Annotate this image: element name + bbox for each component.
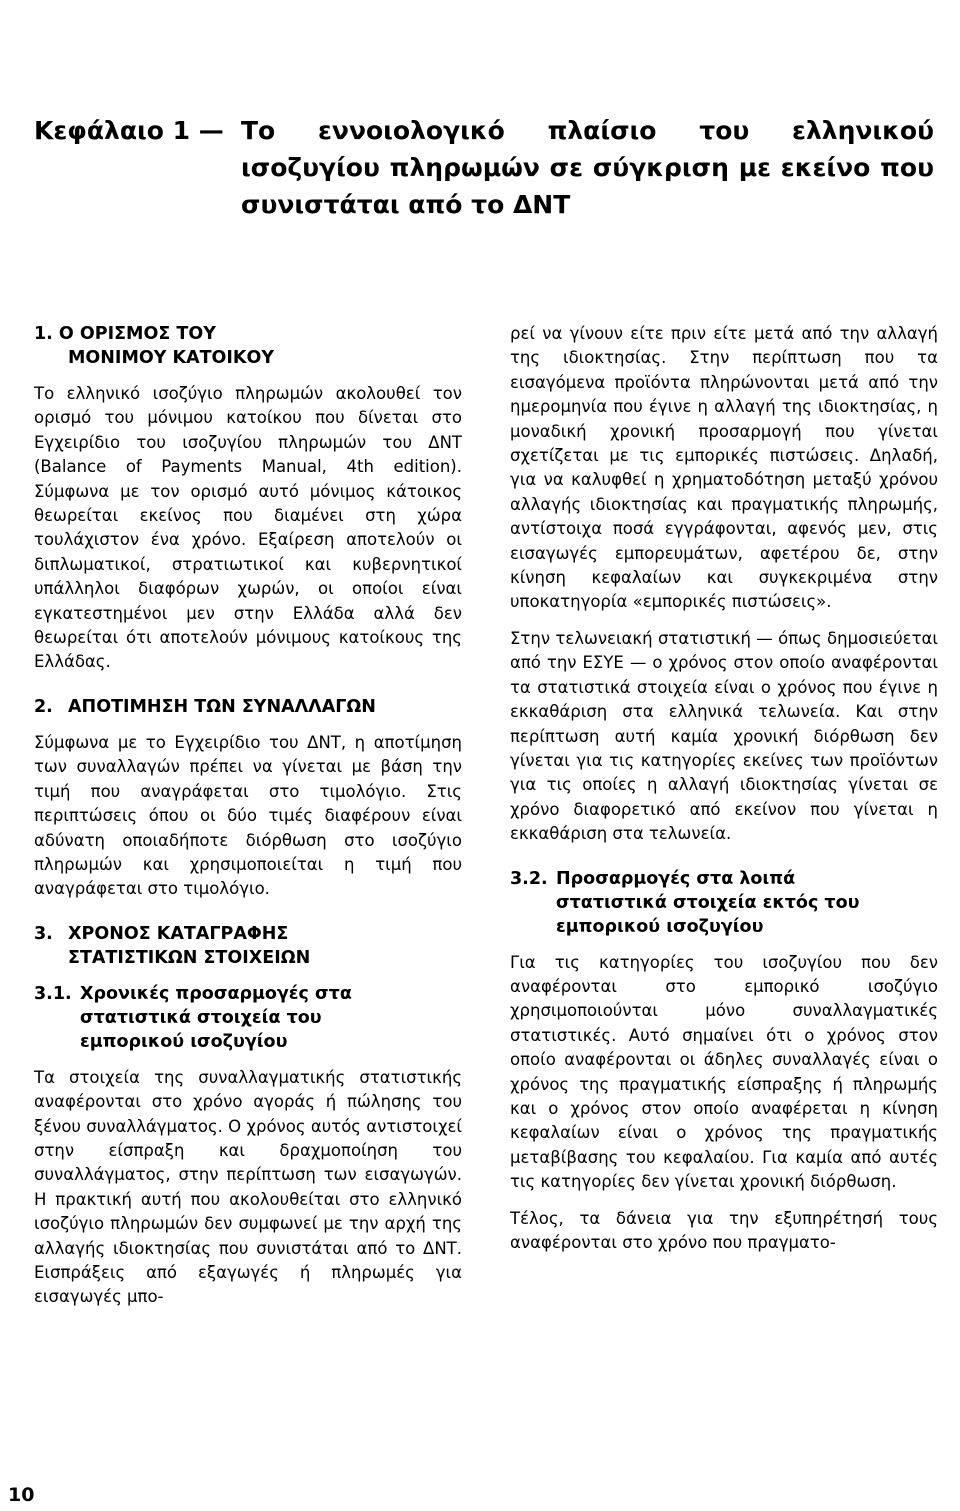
section-3-1-body: Τα στοιχεία της συναλλαγματικής στατιστικής αναφέρονται στο χρόνο αγοράς ή πώλησης του ξένου συναλλάγματος. Ο χρόνος αυτός αντιστοιχεί στην είσπραξη και δραχμοποίηση του συναλλάγματος, στην περίπτωση των εισαγωγών. Η πρακτική αυτή που ακολουθείται στο ελληνικό ισοζύγιο πληρωμών δεν συμφωνεί με την αρχή της αλλαγής ιδιοκτησίας που συνιστάται από το ΔΝΤ. Εισπράξεις από εξαγωγές ή πληρωμές για εισαγωγές μπο- bbox=[34, 1067, 462, 1307]
right-paragraph-2: Στην τελωνειακή στατιστική — όπως δημοσιεύεται από την ΕΣΥΕ — ο χρόνος στον οποίο αναφέρονται τα στατιστικά στοιχεία είναι ο χρόνος που έγινε η εκκαθάριση στα ελληνικά τελωνεία. Και στην περίπτωση αυτή καμία χρονική διόρθωση δεν γίνεται για τις κατηγορίες εκείνες των προϊόντων για τις οποίες η αλλαγή ιδιοκτησίας γίνεται σε χρόνο διαφορετικό από εκείνον που γίνεται η εκκαθάριση στα τελωνεία. bbox=[510, 628, 938, 844]
section-3-2-number: 3.2. bbox=[510, 868, 548, 889]
section-3-2-heading bbox=[510, 867, 938, 939]
section-2-title: ΑΠΟΤΙΜΗΣΗ ΤΩΝ ΣΥΝΑΛΛΑΓΩΝ bbox=[68, 696, 376, 717]
chapter-label: Κεφάλαιο 1 — bbox=[34, 116, 224, 145]
section-3-1-number: 3.1. bbox=[34, 983, 72, 1004]
section-3-number: 3. bbox=[34, 923, 53, 944]
section-1-body: Το ελληνικό ισοζύγιο πληρωμών ακολουθεί τον ορισμό του μόνιμου κατοίκου που δίνεται στο Εγχειρίδιο του ισοζυγίου πληρωμών του ΔΝΤ (Balance of Payments Manual, 4th edition). Σύμφωνα με τον ορισμό αυτό μόνιμος κάτοικος θεωρείται εκείνος που διαμένει στη χώρα τουλάχιστον ένα χρόνο. Εξαίρεση αποτελούν οι διπλωματικοί, στρατιωτικοί και κυβερνητικοί υπάλληλοι διαφόρων χωρών, οι οποίοι είναι εγκατεστημένοι μεν στην Ελλάδα αλλά δεν θεωρείται ότι αποτελούν μόνιμους κατοίκους της Ελλάδας. bbox=[34, 384, 462, 672]
section-2-body: Σύμφωνα με το Εγχειρίδιο του ΔΝΤ, η αποτίμηση των συναλλαγών πρέπει να γίνεται με βάση την τιμή που αναγράφεται στο τιμολόγιο. Στις περιπτώσεις όπου οι δύο τιμές διαφέρουν είναι αδύνατη οποιαδήποτε διόρθωση στο ισοζύγιο πληρωμών και χρησιμοποιείται η τιμή που αναγράφεται στο τιμολόγιο. bbox=[34, 732, 462, 899]
section-2-heading bbox=[34, 695, 462, 719]
section-3-1-title: Χρονικές προσαρμογές στα στατιστικά στοιχεία του εμπορικού ισοζυγίου bbox=[80, 983, 352, 1052]
page-number: 10 bbox=[8, 1484, 35, 1506]
section-3-2-title: Προσαρμογές στα λοιπά στατιστικά στοιχεία εκτός του εμπορικού ισοζυγίου bbox=[556, 868, 860, 937]
section-1-heading bbox=[34, 322, 462, 370]
right-paragraph-4: Τέλος, τα δάνεια για την εξυπηρέτησή τους αναφέρονται στο χρόνο που πραγματο- bbox=[510, 1208, 938, 1252]
right-paragraph-3: Για τις κατηγορίες του ισοζυγίου που δεν αναφέρονται στο εμπορικό ισοζύγιο χρησιμοποιούνται μόνο συναλλαγματικές στατιστικές. Αυτό σημαίνει ότι ο χρόνος στον οποίο αναφέρονται οι άδηλες συναλλαγές είναι ο χρόνος της πραγματικής είσπραξης ή πληρωμής και ο χρόνος στον οποίο αναφέρεται η κίνηση κεφαλαίων είναι ο χρόνος της πραγματικής μεταβίβασης του κεφαλαίου. Για καμία από αυτές τις κατηγορίες δεν γίνεται χρονική διόρθωση. bbox=[510, 952, 938, 1192]
chapter-title: Το εννοιολογικό πλαίσιο του ελληνικού ισοζυγίου πληρωμών σε σύγκριση με εκείνο που συνιστάται από το ΔΝΤ bbox=[241, 116, 934, 219]
section-3-heading bbox=[34, 922, 462, 970]
section-2-number: 2. bbox=[34, 696, 53, 717]
section-1-heading-line2: ΜΟΝΙΜΟΥ ΚΑΤΟΙΚΟΥ bbox=[68, 348, 275, 368]
section-3-1-heading bbox=[34, 982, 462, 1054]
right-column bbox=[510, 322, 938, 1255]
right-paragraph-1: ρεί να γίνουν είτε πριν είτε μετά από την αλλαγή της ιδιοκτησίας. Στην περίπτωση που τα εισαγόμενα προϊόντα πληρώνονται μετά από την ημερομηνία που έγινε η αλλαγή της ιδιοκτησίας, η μοναδική χρονική προσαρμογή που γίνεται σχετίζεται με τις εμπορικές πιστώσεις. Δηλαδή, για να καλυφθεί η χρηματοδότηση μεταξύ χρόνου αλλαγής ιδιοκτησίας και πραγματικής πληρωμής, αντίστοιχα ποσά εγγράφονται, αφενός μεν, στις εισαγωγές εμπορευμάτων, αφετέρου δε, στην κίνηση κεφαλαίων και συγκεκριμένα στην υποκατηγορία «εμπορικές πιστώσεις». bbox=[510, 324, 938, 612]
section-3-title: ΧΡΟΝΟΣ ΚΑΤΑΓΡΑΦΗΣ ΣΤΑΤΙΣΤΙΚΩΝ ΣΤΟΙΧΕΙΩΝ bbox=[68, 923, 311, 968]
left-column bbox=[34, 322, 462, 1310]
section-1-heading-line1: 1. Ο ΟΡΙΣΜΟΣ ΤΟΥ bbox=[34, 324, 216, 344]
